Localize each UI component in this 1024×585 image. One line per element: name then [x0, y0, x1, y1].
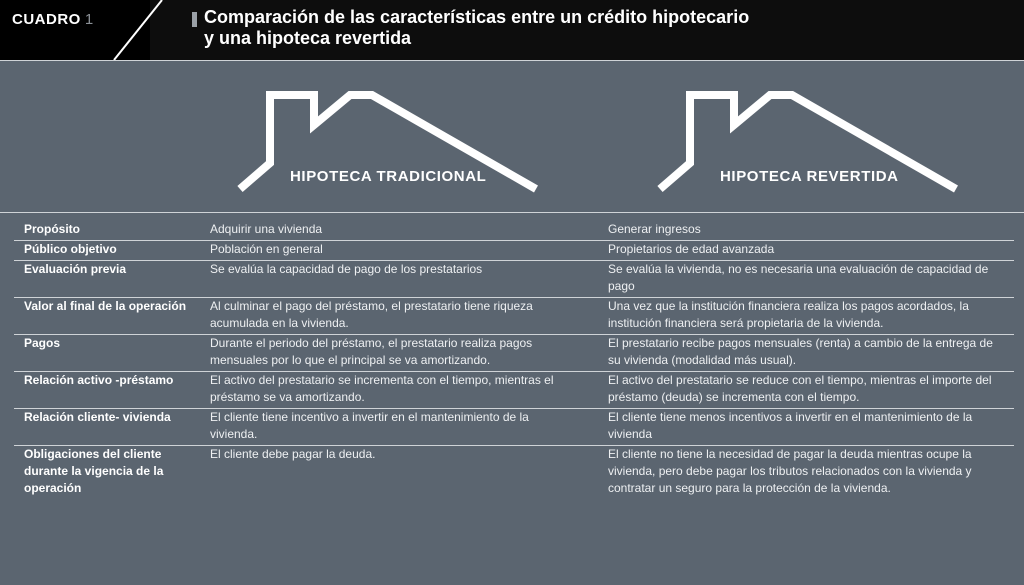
reverse-cell: Se evalúa la vivienda, no es necesaria una evaluación de capacidad de pago: [604, 261, 1014, 298]
table-row: [14, 241, 1014, 261]
reverse-cell: El prestatario recibe pagos mensuales (renta) a cambio de la entrega de su vivienda (modalidad más usual).: [604, 335, 1014, 372]
cuadro-label: CUADRO 1: [12, 11, 94, 28]
row-label: Obligaciones del cliente durante la vigencia de la operación: [24, 447, 164, 495]
column-header-reverse: HIPOTECA REVERTIDA: [720, 168, 899, 185]
reverse-cell: Una vez que la institución financiera realiza los pagos acordados, la institución financiera será propietaria de la vivienda.: [604, 298, 1014, 335]
row-label: Valor al final de la operación: [14, 298, 204, 335]
reverse-cell: El cliente no tiene la necesidad de pagar la deuda mientras ocupe la vivienda, pero debe pagar los tributos relacionados con la vivienda y contratar un seguro para la protección de la vivienda.: [608, 447, 972, 495]
traditional-cell: Adquirir una vivienda: [204, 221, 604, 241]
row-label: Relación cliente- vivienda: [14, 409, 204, 446]
reverse-cell: El cliente tiene menos incentivos a invertir en el mantenimiento de la vivienda: [604, 409, 1014, 446]
traditional-cell: El cliente debe pagar la deuda.: [210, 447, 376, 461]
traditional-cell: Se evalúa la capacidad de pago de los prestatarios: [204, 261, 604, 298]
page-title: [204, 7, 984, 49]
table-row: [14, 446, 1014, 500]
reverse-cell: Generar ingresos: [604, 221, 1014, 241]
traditional-cell: El cliente tiene incentivo a invertir en el mantenimiento de la vivienda.: [204, 409, 604, 446]
row-label: Evaluación previa: [14, 261, 204, 298]
traditional-cell: Al culminar el pago del préstamo, el prestatario tiene riqueza acumulada en la vivienda.: [204, 298, 604, 335]
traditional-cell: El activo del prestatario se incrementa con el tiempo, mientras el préstamo se va amortizando.: [204, 372, 604, 409]
table-row: [14, 335, 1014, 372]
title-line-1: Comparación de las características entre un crédito hipotecario: [204, 7, 750, 27]
table-row: [14, 298, 1014, 335]
row-label: Relación activo -préstamo: [14, 372, 204, 409]
row-label: Propósito: [14, 221, 204, 241]
reverse-cell: Propietarios de edad avanzada: [604, 241, 1014, 261]
row-label: Público objetivo: [14, 241, 204, 261]
traditional-cell: Durante el periodo del préstamo, el prestatario realiza pagos mensuales por lo que el principal se va amortizando.: [204, 335, 604, 372]
cuadro-number: 1: [84, 11, 94, 28]
table-row: [14, 372, 1014, 409]
header-bar: [0, 0, 1024, 60]
comparison-table: [14, 221, 1014, 499]
title-marker-icon: [192, 12, 197, 27]
reverse-cell: El activo del prestatario se reduce con el tiempo, mientras el importe del préstamo (deuda) se incrementa con el tiempo.: [604, 372, 1014, 409]
table-row: [14, 221, 1014, 241]
table-top-rule: [0, 212, 1024, 213]
header-rule: [0, 60, 1024, 61]
slash-divider-icon: [100, 0, 170, 60]
table-row: [14, 261, 1014, 298]
table-row: [14, 409, 1014, 446]
row-label: Pagos: [14, 335, 204, 372]
column-header-traditional: HIPOTECA TRADICIONAL: [290, 168, 487, 185]
traditional-cell: Población en general: [204, 241, 604, 261]
title-line-2: y una hipoteca revertida: [204, 28, 412, 48]
